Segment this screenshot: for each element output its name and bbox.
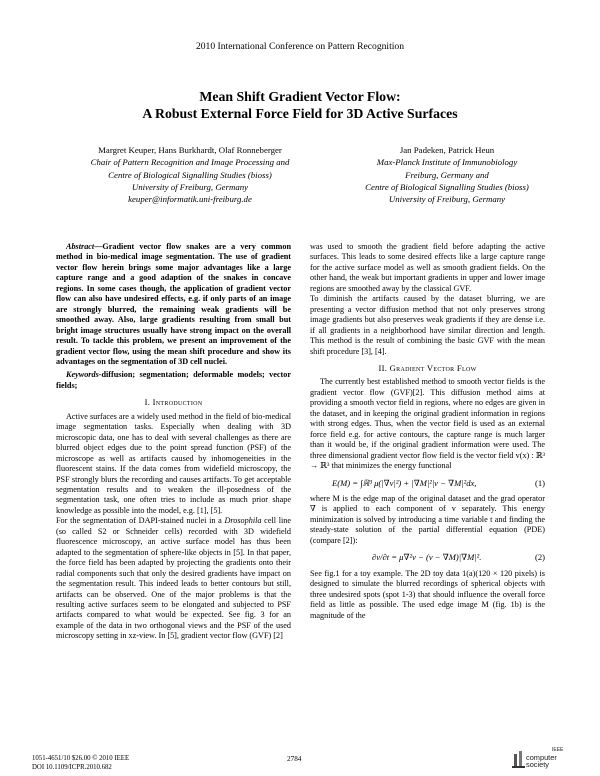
left-column <box>56 242 291 642</box>
author-names-right: Jan Padeken, Patrick Heun <box>399 145 495 155</box>
page-number: 2784 <box>287 755 302 763</box>
right-paragraph-2: To diminish the artifacts caused by the dataset blurring, we are presenting a vector diffusion method that not only preserves strong image gradients but also preserves weak gradients if they are dense i.e. if all gradients in a neighborhood have similar direction and length. This method is the result of combining the basic GVF with the mean shift procedure [3], [4]. <box>310 294 545 356</box>
abstract <box>56 242 291 367</box>
gvf-paragraph-2: where M is the edge map of the original dataset and the grad operator ∇ is applied to each component of v separately. This energy minimization is solved by introducing a time variable t and finding the steady-state solution of the partial differential equation (PDE) (compare [2]): <box>310 493 545 545</box>
author-names-left: Margret Keuper, Hans Burkhardt, Olaf Ronneberger <box>98 145 282 155</box>
logo-text-society: society <box>526 760 550 769</box>
section-2-number: II. <box>378 362 388 373</box>
logo-ieee: IEEE <box>552 747 564 753</box>
affiliation-right-4: University of Freiburg, Germany <box>388 194 506 205</box>
title-line-1: Mean Shift Gradient Vector Flow: <box>199 89 401 104</box>
footer-line-1: 1051-4651/10 $26.00 © 2010 IEEE <box>32 755 130 762</box>
footer-doi: DOI 10.1109/ICPR.2010.682 <box>32 763 112 771</box>
section-1-number: I. <box>144 397 151 408</box>
author-email: keuper@informatik.uni-freiburg.de <box>128 194 252 205</box>
equation-1 <box>310 478 545 488</box>
computer-society-logo <box>512 748 574 774</box>
intro-paragraph-1: Active surfaces are a widely used method in the field of bio-medical image segmentation tasks. Especially when dealing with 3D microscopic data, one has to deal with several challenges as there are blurred object edges due to the point spread function (PSF) of the microscope as well as artifacts caused by inhomogeneities in the fluorescent stains. If the data comes from widefield microscopy, the PSF strongly blurs the recording and causes artifacts. To get acceptable segmentation results and to weaken the ill-posedness of the segmentation task, one often tries to include as much prior shape knowledge as possible into the model, e.g. [1], [5]. <box>56 411 291 515</box>
equation-1-number: (1) <box>534 477 545 488</box>
section-heading-2 <box>310 363 545 373</box>
equation-1-body: E(M) = ∫ℝ³ μ(|∇v|²) + |∇M|²|v − ∇M|²dx, <box>332 477 477 488</box>
title-line-2: A Robust External Force Field for 3D Active Surfaces <box>142 106 458 121</box>
abstract-text: —Gradient vector flow snakes are a very common method in bio-medical image segmentation. The use of gradient vector flow herein brings some major advantages like a large capture range and a good adaption of the snakes in concave regions. In some cases though, the application of gradient vector flow can also have undesired effects, e.g. if only parts of an image are strongly blurred, the remaining weak gradients will be smoothed away. Also, large gradients resulting from small but bright image structures usually have strong impact on the overall result. To tackle this problem, we present an improvement of the gradient vector flow, using the mean shift procedure and show its advantages on the segmentation of 3D cell nuclei. <box>56 242 291 366</box>
affiliation-left-2: Centre of Biological Signalling Studies (bioss) <box>108 169 272 180</box>
intro-paragraph-2 <box>56 516 291 641</box>
section-1-title: Introduction <box>152 397 203 408</box>
intro-p2-start: For the segmentation of DAPI-stained nuclei in a <box>56 516 225 526</box>
conference-header: 2010 International Conference on Pattern Recognition <box>195 41 405 52</box>
abstract-label: Abstract <box>66 242 95 251</box>
keywords-label: Keywords <box>66 370 99 380</box>
section-heading-1 <box>56 397 291 407</box>
affiliation-left-3: University of Freiburg, Germany <box>131 181 249 192</box>
footer-copyright <box>32 755 129 772</box>
keywords-text: -diffusion; segmentation; deformable models; vector fields; <box>56 370 291 390</box>
gvf-paragraph-1: The currently best established method to smooth vector fields is the gradient vector flow (GVF)[2]. This diffusion method aims at providing a smooth vector field in regions, where no edges are given in the dataset, and in keeping the original gradient information in regions with strong edges. Thus, when the vector field is used as an external force field e.g. for active contours, the capture range is much larger than it would be, if the original gradient information were used. The three dimensional gradient vector flow field is the vector field v(x) : ℝ³ → ℝ³ that minimizes the energy functional <box>310 377 545 471</box>
affiliation-right-2: Freiburg, Germany and <box>405 169 489 180</box>
authors-right <box>332 144 562 205</box>
keywords <box>56 370 291 391</box>
equation-2-number: (2) <box>534 552 545 563</box>
intro-p2-italic: Drosophila <box>224 516 262 526</box>
paper-title <box>0 88 600 122</box>
right-column <box>310 242 545 621</box>
equation-2-body: ∂v/∂t = μ∇²v − (v − ∇M)|∇M|². <box>372 552 482 563</box>
section-2-title: Gradient Vector Flow <box>389 362 477 373</box>
affiliation-right-3: Centre of Biological Signalling Studies (bioss) <box>365 181 529 192</box>
right-paragraph-1: was used to smooth the gradient field before adapting the active surfaces. This leads to some desired effects like a large capture range for the active surface model as well as smooth gradient fields. On the other hand, the weak but important gradients in upper and lower image regions are smoothed away by the classical GVF. <box>310 242 545 293</box>
affiliation-left-1: Chair of Pattern Recognition and Image Processing and <box>90 157 290 168</box>
logo-mark-icon <box>512 748 526 770</box>
authors-left <box>40 144 340 205</box>
intro-p2-end: cell line (so called S2 or Schneider cells) recorded with 3D widefield fluorescence microscopy, an active surface model has thus been adapted to the segmentation of sphere-like objects in [5]. In that paper, the force field has been adapted by projecting the gradients onto their radial components such that only the desired gradients have impact on the segmentation result. This indeed leads to better contours but still, artifacts can be observed. One of the major problems is that the resulting active surfaces seem to be elongated and subjected to PSF artifacts compared to what would be expected. See fig. 3 for an example of the data in two orthogonal views and the PSF of the used microscopy setting in xz-view. In [5], gradient vector flow (GVF) [2] <box>56 516 291 641</box>
logo-text <box>526 754 557 768</box>
logo-text-computer: computer <box>526 753 557 762</box>
equation-2 <box>310 552 545 562</box>
affiliation-right-1: Max-Planck Institute of Immunobiology <box>376 157 518 168</box>
gvf-paragraph-3: See fig.1 for a toy example. The 2D toy data 1(a)(120 × 120 pixels) is designed to simulate the blurred recordings of spherical objects with three undesired spots (spot 1-3) that should influence the overall force field as little as possible. The used edge image M (fig. 1b) is the magnitude of the <box>310 568 545 620</box>
